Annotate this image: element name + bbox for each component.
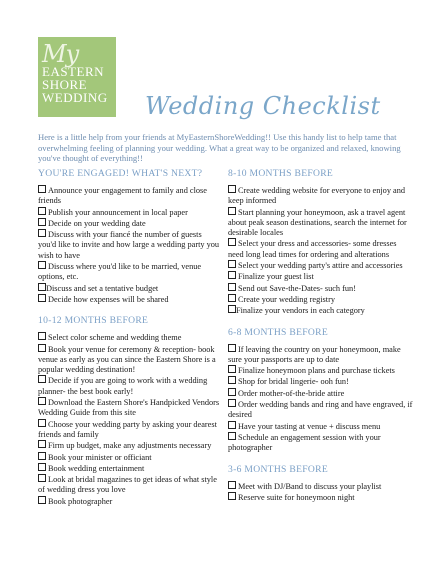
checkbox-icon[interactable] <box>38 474 46 482</box>
checkbox-icon[interactable] <box>38 218 46 226</box>
checkbox-icon[interactable] <box>38 419 46 427</box>
checklist-item <box>228 365 413 376</box>
checklist-item <box>228 294 413 305</box>
checkbox-icon[interactable] <box>228 238 236 246</box>
checklist-item-label: Decide how expenses will be shared <box>48 294 169 304</box>
checklist-item <box>38 375 220 397</box>
checkbox-icon[interactable] <box>228 376 236 384</box>
section-heading-8-10-months: 8-10 MONTHS BEFORE <box>228 168 334 179</box>
section-heading-6-8-months: 6-8 MONTHS BEFORE <box>228 326 328 338</box>
checklist-item-label: Reserve suite for honeymoon night <box>238 492 355 502</box>
checklist-3-6-months <box>228 481 413 504</box>
checklist-engaged <box>38 185 220 305</box>
checklist-item <box>38 207 220 218</box>
checkbox-icon[interactable] <box>228 294 236 302</box>
checkbox-icon[interactable] <box>38 229 46 237</box>
checklist-item-label: Download the Eastern Shore's Handpicked Vendors Wedding Guide from this site <box>38 398 220 418</box>
checklist-6-8-months <box>228 344 413 454</box>
logo-wedding: WEDDING <box>42 90 108 105</box>
checklist-item-label: Select your dress and accessories- some dresses need long lead times for ordering and alterations <box>228 239 397 259</box>
page-title: Wedding Checklist <box>145 92 381 120</box>
checklist-item-label: Create your wedding registry <box>238 294 335 304</box>
checkbox-icon[interactable] <box>228 305 236 313</box>
checkbox-icon[interactable] <box>38 440 46 448</box>
checklist-item-label: Choose your wedding party by asking your dearest friends and family <box>38 419 217 439</box>
checklist-item <box>38 474 220 496</box>
checklist-item <box>38 397 220 419</box>
checkbox-icon[interactable] <box>38 207 46 215</box>
checklist-item <box>228 283 413 294</box>
logo-eastern: EASTERN <box>42 64 104 79</box>
checkbox-icon[interactable] <box>38 344 46 352</box>
checklist-item <box>38 496 220 507</box>
checkbox-icon[interactable] <box>38 452 46 460</box>
checklist-item-label: Look at bridal magazines to get ideas of what style of wedding dress you love <box>38 475 217 495</box>
checklist-item <box>228 432 413 454</box>
checkbox-icon[interactable] <box>228 365 236 373</box>
checklist-item <box>38 294 220 305</box>
checklist-item <box>38 283 220 294</box>
checkbox-icon[interactable] <box>38 332 46 340</box>
checklist-item <box>228 481 413 492</box>
checklist-item <box>38 332 220 343</box>
checklist-item <box>228 344 413 366</box>
checklist-item-label: Book your minister or officiant <box>48 452 152 462</box>
checklist-item-label: Publish your announcement in local paper <box>48 207 188 217</box>
checklist-item-label: Announce your engagement to family and close friends <box>38 186 207 206</box>
checklist-item <box>228 305 413 316</box>
checklist-item-label: Finalize honeymoon plans and purchase tickets <box>238 366 395 376</box>
checkbox-icon[interactable] <box>228 399 236 407</box>
checklist-item <box>228 260 413 271</box>
checklist-item-label: If leaving the country on your honeymoon, make sure your passports are up to date <box>228 344 401 364</box>
checklist-10-12-months <box>38 332 220 507</box>
section-heading-engaged: YOU'RE ENGAGED! WHAT'S NEXT? <box>38 168 203 179</box>
checklist-8-10-months <box>228 185 413 317</box>
logo-my: My <box>42 40 79 68</box>
checklist-item <box>38 452 220 463</box>
checkbox-icon[interactable] <box>228 344 236 352</box>
checklist-item-label: Decide if you are going to work with a wedding planner- the best book early! <box>38 376 208 396</box>
checklist-item <box>38 185 220 207</box>
checklist-item-label: Shop for bridal lingerie- ooh fun! <box>238 377 349 387</box>
checkbox-icon[interactable] <box>38 463 46 471</box>
checklist-item <box>228 388 413 399</box>
checkbox-icon[interactable] <box>38 496 46 504</box>
checkbox-icon[interactable] <box>228 481 236 489</box>
checklist-item-label: Start planning your honeymoon, ask a travel agent about peak season destinations, search the internet for desirable locales <box>228 207 407 238</box>
checklist-item <box>38 440 220 451</box>
checkbox-icon[interactable] <box>228 388 236 396</box>
checklist-item-label: Book photographer <box>48 496 113 506</box>
intro-text: Here is a little help from your friends at MyEasternShoreWedding!! Use this handy list to help tame that overwhelming feeling of planning your wedding. What a great way to be organized and relaxed, knowing you've thought of everything!! <box>38 132 401 163</box>
checkbox-icon[interactable] <box>228 260 236 268</box>
checkbox-icon[interactable] <box>38 375 46 383</box>
checklist-item-label: Order wedding bands and ring and have engraved, if desired <box>228 400 413 420</box>
checklist-item-label: Discuss and set a tentative budget <box>46 283 159 293</box>
checklist-item <box>38 463 220 474</box>
checkbox-icon[interactable] <box>228 492 236 500</box>
checklist-item-label: Book your venue for ceremony & reception- book venue as early as you can since the Eastern Shore is a popular wedding destination! <box>38 344 216 375</box>
checklist-item-label: Finalize your guest list <box>238 272 314 282</box>
checklist-item <box>228 399 413 421</box>
checkbox-icon[interactable] <box>228 271 236 279</box>
checklist-item-label: Select your wedding party's attire and accessories <box>238 261 403 271</box>
logo-shore: SHORE <box>42 77 88 92</box>
checkbox-icon[interactable] <box>38 397 46 405</box>
checklist-item-label: Order mother-of-the-bride attire <box>238 388 345 398</box>
checklist-item <box>38 419 220 441</box>
checkbox-icon[interactable] <box>38 261 46 269</box>
checklist-item-label: Send out Save-the-Dates- such fun! <box>238 283 356 293</box>
checkbox-icon[interactable] <box>228 185 236 193</box>
right-column <box>228 168 413 513</box>
checklist-item <box>38 344 220 376</box>
checklist-item-label: Finalize your vendors in each category <box>236 306 365 316</box>
checklist-item-label: Have your tasting at venue + discuss menu <box>238 421 381 431</box>
checklist-item-label: Select color scheme and wedding theme <box>48 333 182 343</box>
section-heading-10-12-months: 10-12 MONTHS BEFORE <box>38 315 149 327</box>
checkbox-icon[interactable] <box>38 294 46 302</box>
checklist-item <box>228 271 413 282</box>
checklist-item <box>228 492 413 503</box>
checklist-item-label: Discuss where you'd like to be married, venue options, etc. <box>38 262 202 282</box>
logo <box>38 37 116 117</box>
checkbox-icon[interactable] <box>38 185 46 193</box>
checklist-item-label: Schedule an engagement session with your photographer <box>228 432 381 453</box>
checklist-item-label: Decide on your wedding date <box>48 218 146 228</box>
checklist-item <box>228 185 413 207</box>
checkbox-icon[interactable] <box>228 283 236 291</box>
checklist-item <box>38 229 220 261</box>
left-column <box>38 168 220 517</box>
checkbox-icon[interactable] <box>228 432 236 440</box>
section-heading-3-6-months: 3-6 MONTHS BEFORE <box>228 463 328 475</box>
checklist-item-label: Meet with DJ/Band to discuss your playlist <box>238 481 382 491</box>
checklist-item <box>228 421 413 432</box>
checklist-item <box>38 218 220 229</box>
checklist-item-label: Firm up budget, make any adjustments necessary <box>48 441 212 451</box>
checklist-item <box>228 376 413 387</box>
checklist-item-label: Create wedding website for everyone to enjoy and keep informed <box>228 186 406 206</box>
checklist-item-label: Discuss with your fiancé the number of guests you'd like to invite and how large a wedding party you wish to have <box>38 230 220 260</box>
checkbox-icon[interactable] <box>228 207 236 215</box>
checkbox-icon[interactable] <box>38 283 46 291</box>
checklist-item <box>38 261 220 283</box>
checklist-item-label: Book wedding entertainment <box>48 463 145 473</box>
checkbox-icon[interactable] <box>228 421 236 429</box>
checklist-item <box>228 238 413 260</box>
checklist-item <box>228 207 413 239</box>
